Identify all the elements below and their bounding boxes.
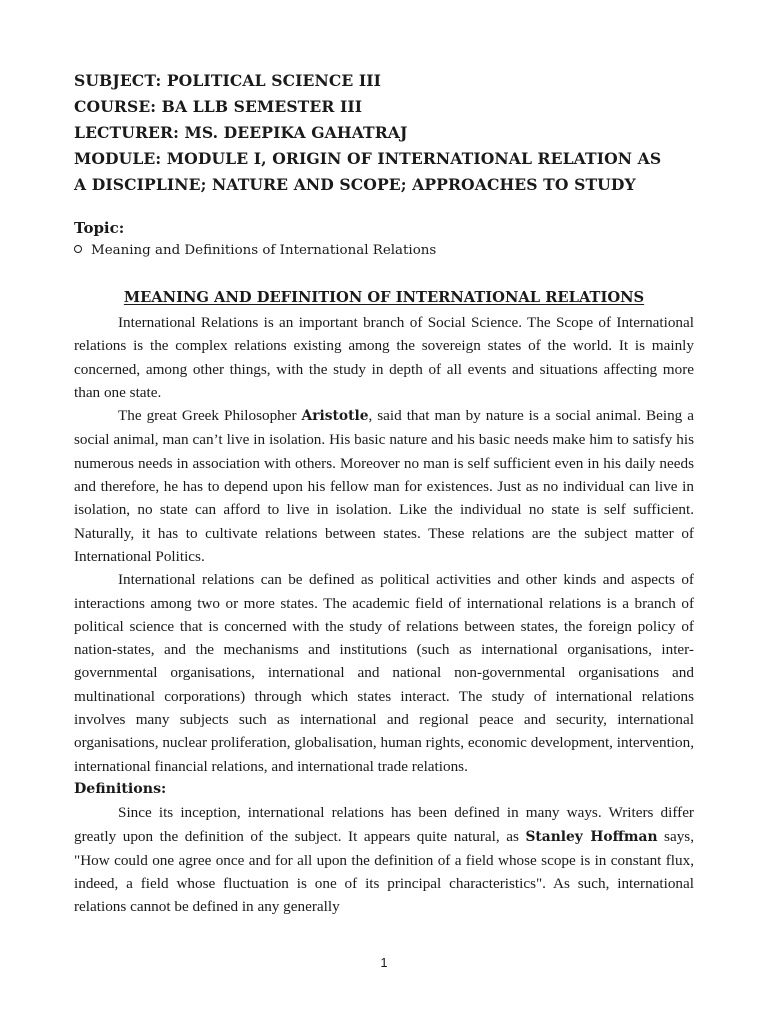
module-line-2: A DISCIPLINE; NATURE AND SCOPE; APPROACHES TO STUDY [74, 175, 636, 194]
lecturer-line: LECTURER: MS. DEEPIKA GAHATRAJ [74, 123, 408, 142]
definitions-heading: Definitions: [74, 780, 167, 797]
body-text [74, 311, 694, 919]
topic-label: Topic: [74, 219, 125, 237]
subject-line: SUBJECT: POLITICAL SCIENCE III [74, 71, 382, 90]
section-heading: MEANING AND DEFINITION OF INTERNATIONAL RELATIONS [123, 289, 645, 306]
course-line: COURSE: BA LLB SEMESTER III [74, 97, 363, 116]
document-header [74, 68, 704, 198]
page-number: 1 [380, 955, 388, 970]
paragraph-2 [74, 404, 694, 568]
paragraph-3: International relations can be defined as political activities and other kinds and aspects of interactions among two or more states. The academic field of international relations is a branch of political science that is concerned with the study of relations between states, the foreign policy of nation-states, and the mechanisms and institutions (such as international organisations, inter-governmental organisations, international and national non-governmental organisations and multinational corporations) through which states interact. The study of international relations involves many subjects such as international and regional peace and security, international organisations, nuclear proliferation, globalisation, human rights, economic development, intervention, international financial relations, and international trade relations. [74, 571, 694, 775]
bullet-circle-icon [74, 245, 82, 253]
topic-item-text: Meaning and Definitions of International Relations [91, 243, 437, 258]
paragraph-4 [74, 801, 694, 918]
paragraph-1: International Relations is an important branch of Social Science. The Scope of International relations is the complex relations existing among the sovereign states of the world. It is mainly concerned, among other things, with the study in depth of all events and situations affecting more than one state. [74, 314, 694, 401]
module-line-1: MODULE: MODULE I, ORIGIN OF INTERNATIONAL RELATION AS [74, 149, 662, 168]
stanley-hoffman-name: Stanley Hoffman [525, 828, 658, 845]
aristotle-name: Aristotle [301, 408, 369, 425]
paragraph-2-intro: The great Greek Philosopher [118, 407, 302, 425]
paragraph-2-rest: , said that man by nature is a social animal. Being a social animal, man can’t live in isolation. His basic nature and his basic needs make him to satisfy his numerous needs in association with others. Moreover no man is self sufficient even in his daily needs and therefore, he has to depend upon his fellow man for existences. Just as no individual can live in isolation, no state can afford to live in isolation. Like the individual no state is self sufficient. Naturally, it has to cultivate relations between states. These relations are the subject matter of International Politics. [74, 407, 694, 565]
paragraph-4-intro: Since its inception, international relations has been defined in many ways. Writers differ greatly upon the definition of the subject. It appears quite natural, as [74, 804, 694, 845]
paragraph-4-rest: says, "How could one agree once and for all upon the definition of a field whose scope is in constant flux, indeed, a field whose fluctuation is one of its principal characteristics". As such, international relations cannot be defined in any generally [74, 827, 695, 916]
topic-list-item [74, 242, 436, 260]
